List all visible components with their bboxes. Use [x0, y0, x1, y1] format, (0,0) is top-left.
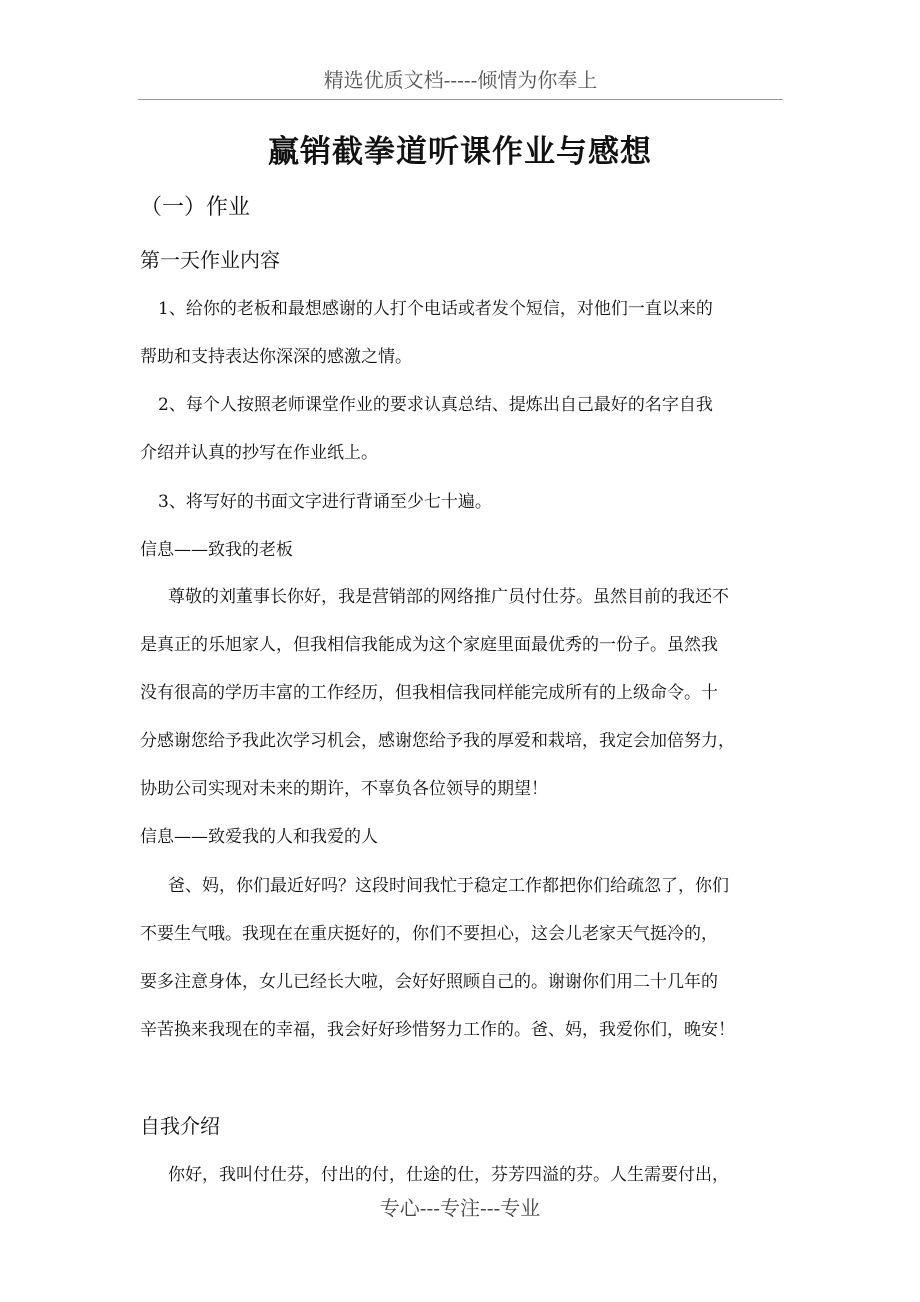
- msg2-line: 不要生气哦。我现在在重庆挺好的，你们不要担心，这会儿老家天气挺冷的，: [140, 924, 718, 944]
- msg1-line: 协助公司实现对未来的期许，不辜负各位领导的期望！: [140, 779, 548, 799]
- msg1-line: 是真正的乐旭家人，但我相信我能成为这个家庭里面最优秀的一份子。虽然我: [140, 635, 718, 655]
- msg2-line: 辛苦换来我现在的幸福，我会好好珍惜努力工作的。爸、妈，我爱你们，晚安！: [140, 1020, 735, 1040]
- msg2-heading: 信息——致爱我的人和我爱的人: [140, 827, 378, 847]
- document-title: 赢销截拳道听课作业与感想: [268, 134, 652, 170]
- intro-heading: 自我介绍: [140, 1114, 220, 1138]
- day1-item2-line2: 介绍并认真的抄写在作业纸上。: [140, 443, 378, 463]
- day1-item1-line2: 帮助和支持表达你深深的感激之情。: [140, 347, 412, 367]
- intro-line: 你好，我叫付仕芬，付出的付，仕途的仕，芬芳四溢的芬。人生需要付出，: [168, 1165, 729, 1185]
- msg1-line: 分感谢您给予我此次学习机会，感谢您给予我的厚爱和栽培，我定会加倍努力，: [140, 731, 735, 751]
- day1-heading: 第一天作业内容: [140, 248, 280, 272]
- msg1-line: 没有很高的学历丰富的工作经历，但我相信我同样能完成所有的上级命令。十: [140, 683, 718, 703]
- page-footer: 专心---专注---专业: [379, 1196, 541, 1220]
- msg2-line: 要多注意身体，女儿已经长大啦，会好好照顾自己的。谢谢你们用二十几年的: [140, 972, 718, 992]
- msg1-heading: 信息——致我的老板: [140, 540, 293, 560]
- day1-item1-line1: 1、给你的老板和最想感谢的人打个电话或者发个短信，对他们一直以来的: [158, 299, 713, 319]
- msg1-line: 尊敬的刘董事长你好，我是营销部的网络推广员付仕芬。虽然目前的我还不: [168, 587, 729, 607]
- page-header: 精选优质文档-----倾情为你奉上: [138, 64, 783, 100]
- msg2-line: 爸、妈，你们最近好吗？这段时间我忙于稳定工作都把你们给疏忽了，你们: [168, 876, 729, 896]
- day1-item3: 3、将写好的书面文字进行背诵至少七十遍。: [158, 492, 492, 512]
- section-heading-homework: （一）作业: [140, 195, 251, 220]
- day1-item2-line1: 2、每个人按照老师课堂作业的要求认真总结、提炼出自己最好的名字自我: [158, 395, 713, 415]
